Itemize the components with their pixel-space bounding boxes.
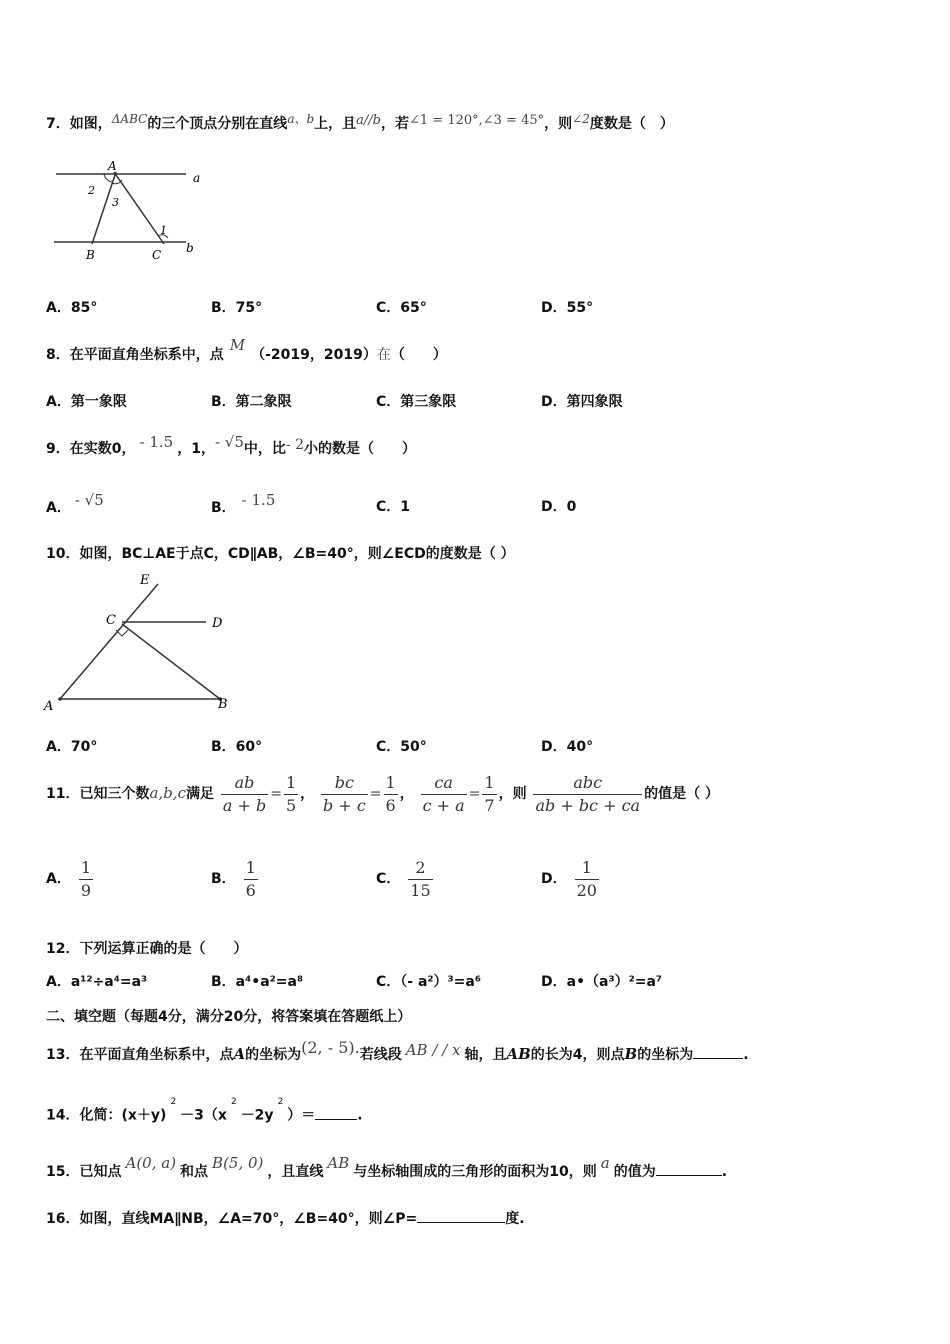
fraction-abc: $\frac{\text{abc}}{ab + bc + ca}$	[535, 772, 641, 815]
q11-option-b[interactable]: B． $\frac{1}{6}$	[211, 857, 256, 900]
answer-blank-15[interactable]	[656, 1175, 722, 1176]
label-C: C	[152, 248, 162, 262]
line-ae	[60, 584, 158, 699]
label-A: A	[108, 159, 117, 173]
question-10: 10．如图，BC⊥AE于点C，CD∥AB，∠B=40°，则∠ECD的度数是（ ）	[46, 546, 515, 562]
label-3: 3	[112, 196, 119, 209]
segment-cb	[122, 624, 220, 699]
question-9: 9．在实数0， - 1.5 ，1，- √5中，比- 2小的数是（ ）	[46, 433, 416, 457]
question-14: 14．化简：$(x+y)^2-3(x^2-2y^2)=$ .	[46, 1097, 363, 1124]
q8-option-a[interactable]: A．第一象限	[46, 394, 127, 410]
answer-blank-16[interactable]	[417, 1222, 505, 1223]
label-2: 2	[88, 184, 95, 197]
label-a: a	[193, 171, 201, 185]
q11-option-d[interactable]: D． $\frac{1}{20}$	[541, 857, 597, 900]
label-b: b	[186, 241, 194, 255]
q7-option-a[interactable]: A．85°	[46, 300, 98, 316]
q8-option-c[interactable]: C．第三象限	[376, 394, 457, 410]
question-15: 15．已知点 A(0, a) 和点 B(5, 0) ，且直线 AB 与坐标轴围成的三角形的面积为10，则 a 的值为 .	[46, 1154, 728, 1180]
q12-option-a[interactable]: A．a¹²÷a⁴=a³	[46, 974, 148, 990]
question-13: 13．在平面直角坐标系中，点A的坐标为(2, - 5).若线段 AB / / x 轴，且AB的长为4，则点B的坐标为 .	[46, 1038, 749, 1063]
q9-option-c[interactable]: C．1	[376, 499, 411, 515]
question-11: 11．已知三个数a,b,c满足 $\frac{ab}{a + b}$ = $\frac{1}{5}$ ， $\frac{bc}{b + c}$ = $\frac{1}{6}$ ， $\frac{ca}{c + a}$ = $\frac{1}{7}$ ，则 $\frac{\text{abc}}{ab + bc + ca}$ 的值是（ ）	[46, 772, 719, 815]
answer-blank-14[interactable]	[315, 1119, 357, 1120]
fraction-bc: $\frac{bc}{b + c}$	[323, 772, 366, 815]
q8-option-b[interactable]: B．第二象限	[211, 394, 292, 410]
q8-option-d[interactable]: D．第四象限	[541, 394, 623, 410]
segment-ac	[114, 172, 164, 244]
fraction-ca: $\frac{ca}{c + a}$	[422, 772, 465, 815]
label-C: C	[106, 613, 116, 628]
label-D: D	[212, 616, 223, 631]
q12-option-b[interactable]: B．a⁴•a²=a⁸	[211, 974, 304, 990]
label-A: A	[44, 699, 54, 714]
label-B: B	[86, 248, 95, 262]
q10-figure	[40, 572, 240, 718]
q10-option-a[interactable]: A．70°	[46, 739, 98, 755]
fraction-ab: $\frac{ab}{a + b}$	[222, 772, 267, 815]
q9-option-d[interactable]: D．0	[541, 499, 577, 515]
q9-option-a[interactable]: A． - √5	[46, 491, 104, 516]
fraction-1-7: $\frac{1}{7}$	[484, 772, 495, 815]
question-16: 16．如图，直线MA∥NB，∠A=70°，∠B=40°，则∠P= 度.	[46, 1211, 525, 1227]
q7-figure	[46, 158, 216, 268]
q11-option-c[interactable]: C． $\frac{2}{15}$	[376, 857, 431, 900]
label-E: E	[140, 573, 150, 588]
question-8: 8．在平面直角坐标系中，点M（-2019，2019）在（ ）	[46, 336, 447, 363]
answer-blank-13[interactable]	[693, 1058, 743, 1059]
question-12: 12．下列运算正确的是（ ）	[46, 941, 248, 957]
angle-2-arc	[104, 174, 112, 182]
label-B: B	[218, 697, 228, 712]
section-2-title: 二、填空题（每题4分，满分20分，将答案填在答题纸上）	[46, 1009, 412, 1025]
q9-option-b[interactable]: B． - 1.5	[211, 491, 276, 516]
fraction-1-6: $\frac{1}{6}$	[385, 772, 396, 815]
label-1: 1	[160, 224, 167, 237]
q10-option-c[interactable]: C．50°	[376, 739, 427, 755]
q10-option-b[interactable]: B．60°	[211, 739, 263, 755]
q11-option-a[interactable]: A． $\frac{1}{9}$	[46, 857, 92, 900]
point-a	[58, 697, 62, 701]
q7-option-c[interactable]: C．65°	[376, 300, 427, 316]
q7-option-d[interactable]: D．55°	[541, 300, 594, 316]
q7-option-b[interactable]: B．75°	[211, 300, 263, 316]
fraction-1-5: $\frac{1}{5}$	[285, 772, 297, 815]
question-7: 7．如图，ΔABC的三个顶点分别在直线a、b上，且a//b，若∠1 = 120°,∠3 = 45°，则∠2度数是（ ）	[46, 112, 674, 132]
q12-option-d[interactable]: D．a•（a³）²=a⁷	[541, 974, 663, 990]
q10-option-d[interactable]: D．40°	[541, 739, 594, 755]
q12-option-c[interactable]: C．（- a²）³=a⁶	[376, 974, 481, 990]
